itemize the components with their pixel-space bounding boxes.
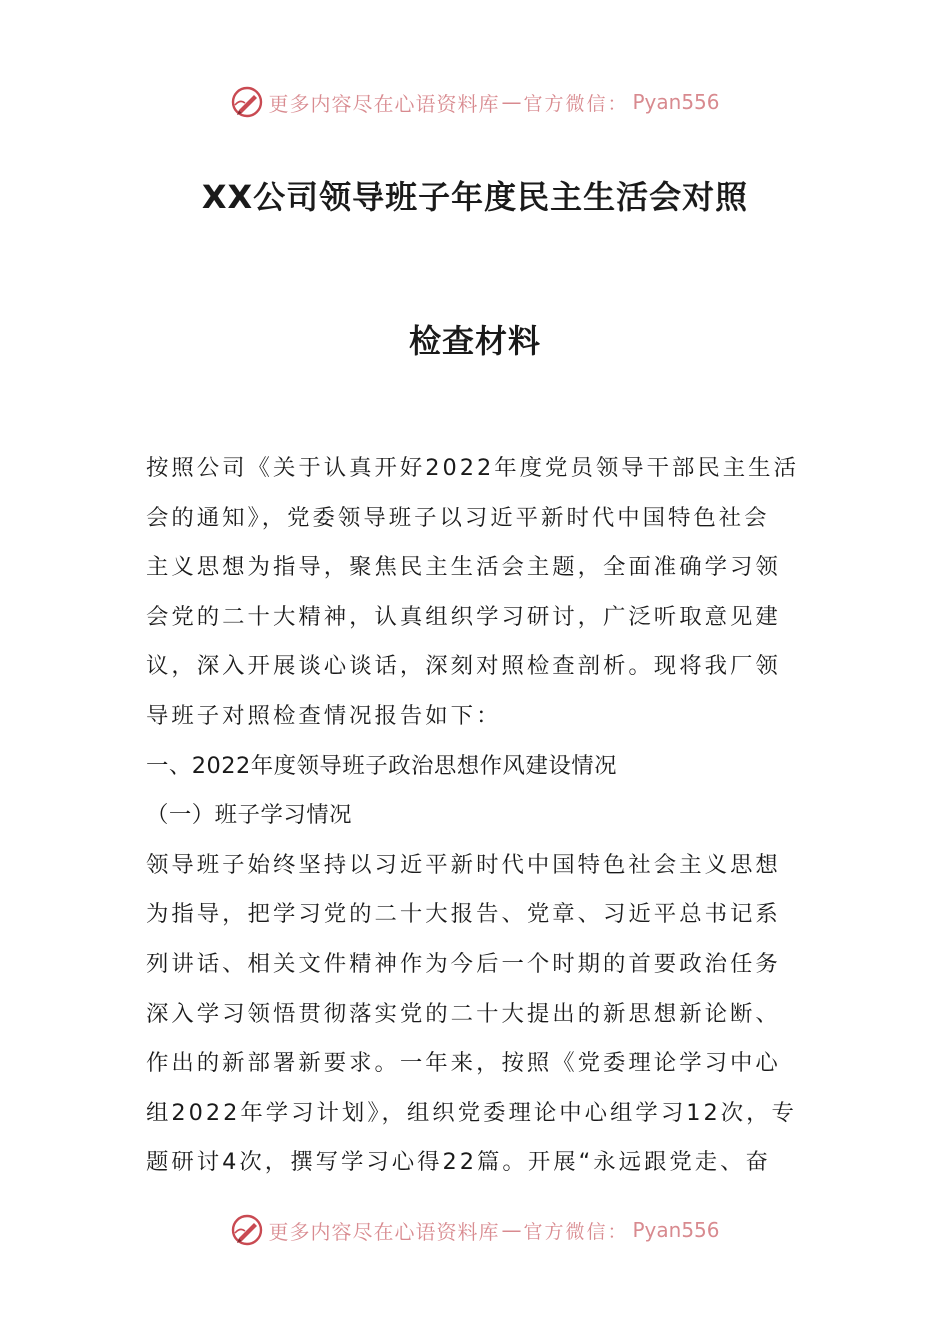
text-line: 作出的新部署新要求。一年来，按照《党委理论学习中心 [146,1050,781,1077]
text-line: 为指导，把学习党的二十大报告、党章、习近平总书记系 [146,901,781,928]
intro-paragraph [146,444,806,742]
document-title-line1: XX公司领导班子年度民主生活会对照 [201,178,749,216]
text-line: 领导班子始终坚持以习近平新时代中国特色社会主义思想 [146,851,781,878]
document-title-line2: 检查材料 [408,322,541,360]
banner-text: 更多内容尽在心语资料库 [268,1219,500,1244]
text-line: 议，深入开展谈心谈话，深刻对照检查剖析。现将我厂领 [146,653,781,680]
text-line: 组2022年学习计划》，组织党委理论中心组学习12次，专 [146,1099,797,1126]
text-line: 主义思想为指导，聚焦民主生活会主题，全面准确学习领 [146,554,781,581]
banner-dash: — [501,1218,522,1242]
section-heading [146,742,806,792]
text-line: 导班子对照检查情况报告如下： [146,702,502,729]
text-line: 列讲话、相关文件精神作为今后一个时期的首要政治任务 [146,950,781,977]
study-paragraph [146,841,806,1188]
banner-dash: — [501,90,522,114]
section1-heading: 一、2022年度领导班子政治思想作风建设情况 [146,752,618,779]
banner-wechat-label: 官方微信： [523,1220,629,1243]
document-body [146,444,806,1188]
text-line: 深入学习领悟贯彻落实党的二十大提出的新思想新论断、 [146,1000,781,1027]
pen-logo-icon [230,85,264,119]
subsection-heading [146,791,806,841]
subsection1-heading: （一）班子学习情况 [146,802,353,829]
text-line: 题研讨4次，撰写学习心得22篇。开展“永远跟党走、奋 [146,1149,771,1176]
banner-text: 更多内容尽在心语资料库 [268,91,500,116]
header-watermark-banner [0,82,950,122]
text-line: 会的通知》，党委领导班子以习近平新时代中国特色社会 [146,504,770,531]
banner-wechat-label: 官方微信： [523,92,629,115]
banner-handle: Pyan556 [632,1218,720,1242]
footer-watermark-banner [0,1210,950,1250]
banner-handle: Pyan556 [632,90,720,114]
pen-logo-icon [230,1213,264,1247]
text-line: 按照公司《关于认真开好2022年度党员领导干部民主生活 [146,455,799,481]
text-line: 会党的二十大精神，认真组织学习研讨，广泛听取意见建 [146,603,781,630]
